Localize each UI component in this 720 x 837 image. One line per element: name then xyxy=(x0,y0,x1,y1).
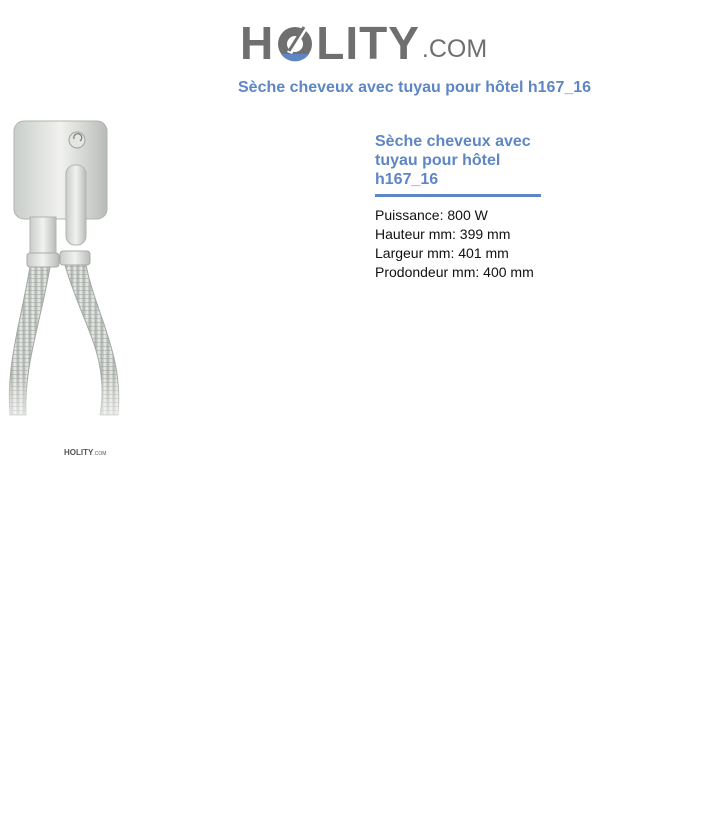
product-details xyxy=(375,132,545,282)
spec-height: Hauteur mm: 399 mm xyxy=(375,226,511,242)
spec-power: Puissance: 800 W xyxy=(375,207,488,223)
hair-dryer-with-hose-image xyxy=(0,115,125,475)
logo-text-end: LITY xyxy=(316,17,420,69)
title-underline xyxy=(375,194,541,197)
spec-depth: Prodondeur mm: 400 mm xyxy=(375,264,534,280)
logo-suffix: .COM xyxy=(421,35,488,63)
svg-text:HOLITY.COM: HOLITY.COM xyxy=(64,448,107,457)
spec-width: Largeur mm: 401 mm xyxy=(375,245,509,261)
product-name: Sèche cheveux avec tuyau pour hôtel h167_16 xyxy=(375,133,531,188)
brand-logo xyxy=(240,12,488,69)
logo-text-start: H xyxy=(240,17,275,69)
page-title: Sèche cheveux avec tuyau pour hôtel h167_16 xyxy=(238,79,592,96)
logo-o-icon xyxy=(275,16,315,68)
